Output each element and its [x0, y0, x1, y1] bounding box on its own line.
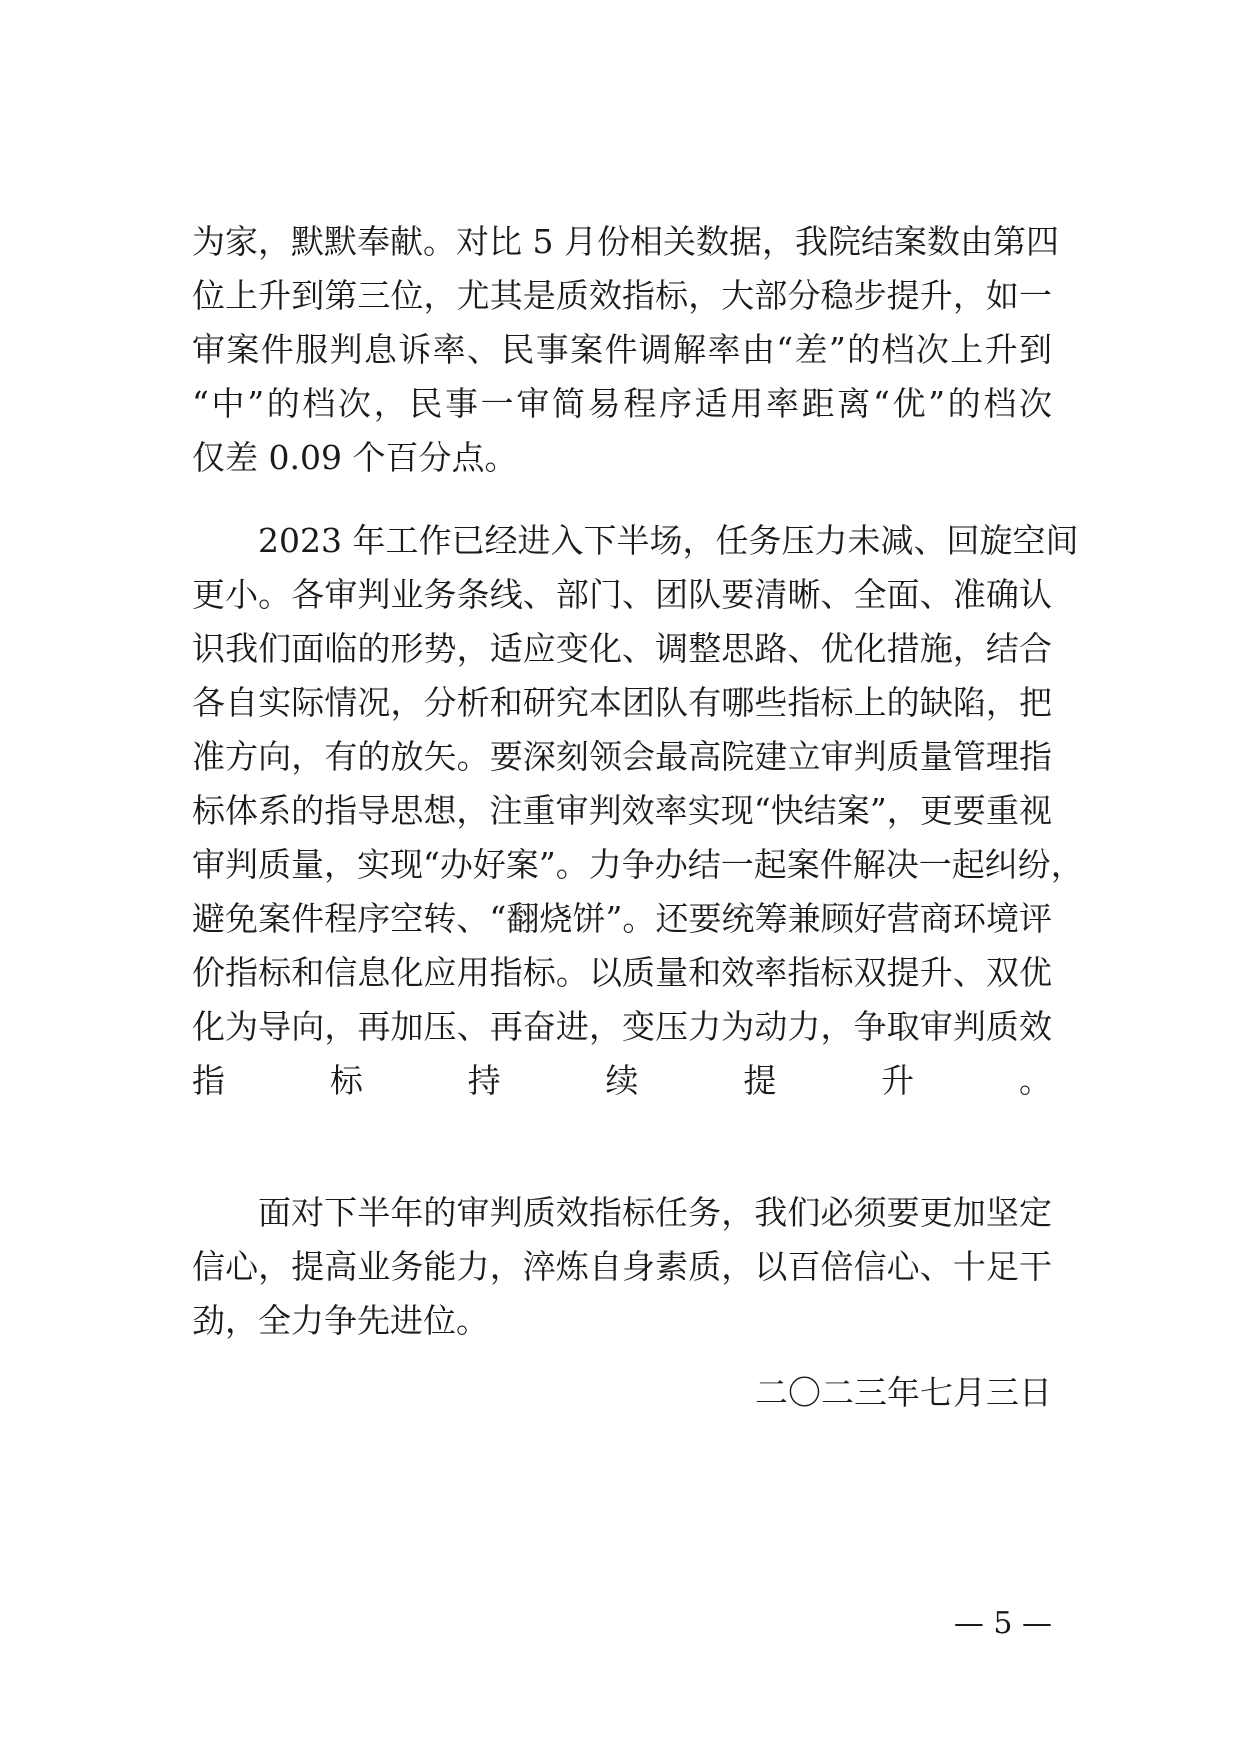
page-number: — 5 — [953, 1606, 1052, 1641]
paragraph-2-line-11: 指标持续提升。 [192, 1061, 1052, 1100]
paragraph-2-line-2: 更小。各审判业务条线、部门、团队要清晰、全面、准确认 [192, 575, 1052, 614]
paragraph-1-line-4: “中”的档次，民事一审简易程序适用率距离“优”的档次 [192, 384, 1052, 423]
paragraph-1-line-1: 为家，默默奉献。对比 5 月份相关数据，我院结案数由第四 [192, 222, 1059, 261]
paragraph-2-line-5: 准方向，有的放矢。要深刻领会最高院建立审判质量管理指 [192, 737, 1052, 776]
paragraph-3-line-1: 面对下半年的审判质效指标任务，我们必须要更加坚定 [258, 1193, 1052, 1232]
paragraph-1-line-2: 位上升到第三位，尤其是质效指标，大部分稳步提升，如一 [192, 276, 1052, 315]
paragraph-2-line-6: 标体系的指导思想，注重审判效率实现“快结案”，更要重视 [192, 791, 1052, 830]
paragraph-2-line-12 [192, 1115, 1052, 1155]
paragraph-2-line-4: 各自实际情况，分析和研究本团队有哪些指标上的缺陷，把 [192, 683, 1052, 722]
paragraph-2-line-8: 避免案件程序空转、“翻烧饼”。还要统筹兼顾好营商环境评 [192, 899, 1052, 938]
paragraph-2-line-1: 2023 年工作已经进入下半场，任务压力未减、回旋空间 [258, 521, 1079, 560]
paragraph-2-line-3: 识我们面临的形势，适应变化、调整思路、优化措施，结合 [192, 629, 1052, 668]
paragraph-1-line-3: 审案件服判息诉率、民事案件调解率由“差”的档次上升到 [192, 330, 1052, 369]
paragraph-2-line-9: 价指标和信息化应用指标。以质量和效率指标双提升、双优 [192, 953, 1052, 992]
paragraph-1-line-5: 仅差 0.09 个百分点。 [192, 438, 518, 477]
paragraph-3-line-2: 信心，提高业务能力，淬炼自身素质，以百倍信心、十足干 [192, 1247, 1052, 1286]
paragraph-2-line-10: 化为导向，再加压、再奋进，变压力为动力，争取审判质效 [192, 1007, 1052, 1046]
paragraph-2-line-7: 审判质量，实现“办好案”。力争办结一起案件解决一起纠纷， [192, 845, 1084, 884]
document-date: 二〇二三年七月三日 [755, 1373, 1052, 1412]
paragraph-3-line-3: 劲，全力争先进位。 [192, 1301, 489, 1340]
